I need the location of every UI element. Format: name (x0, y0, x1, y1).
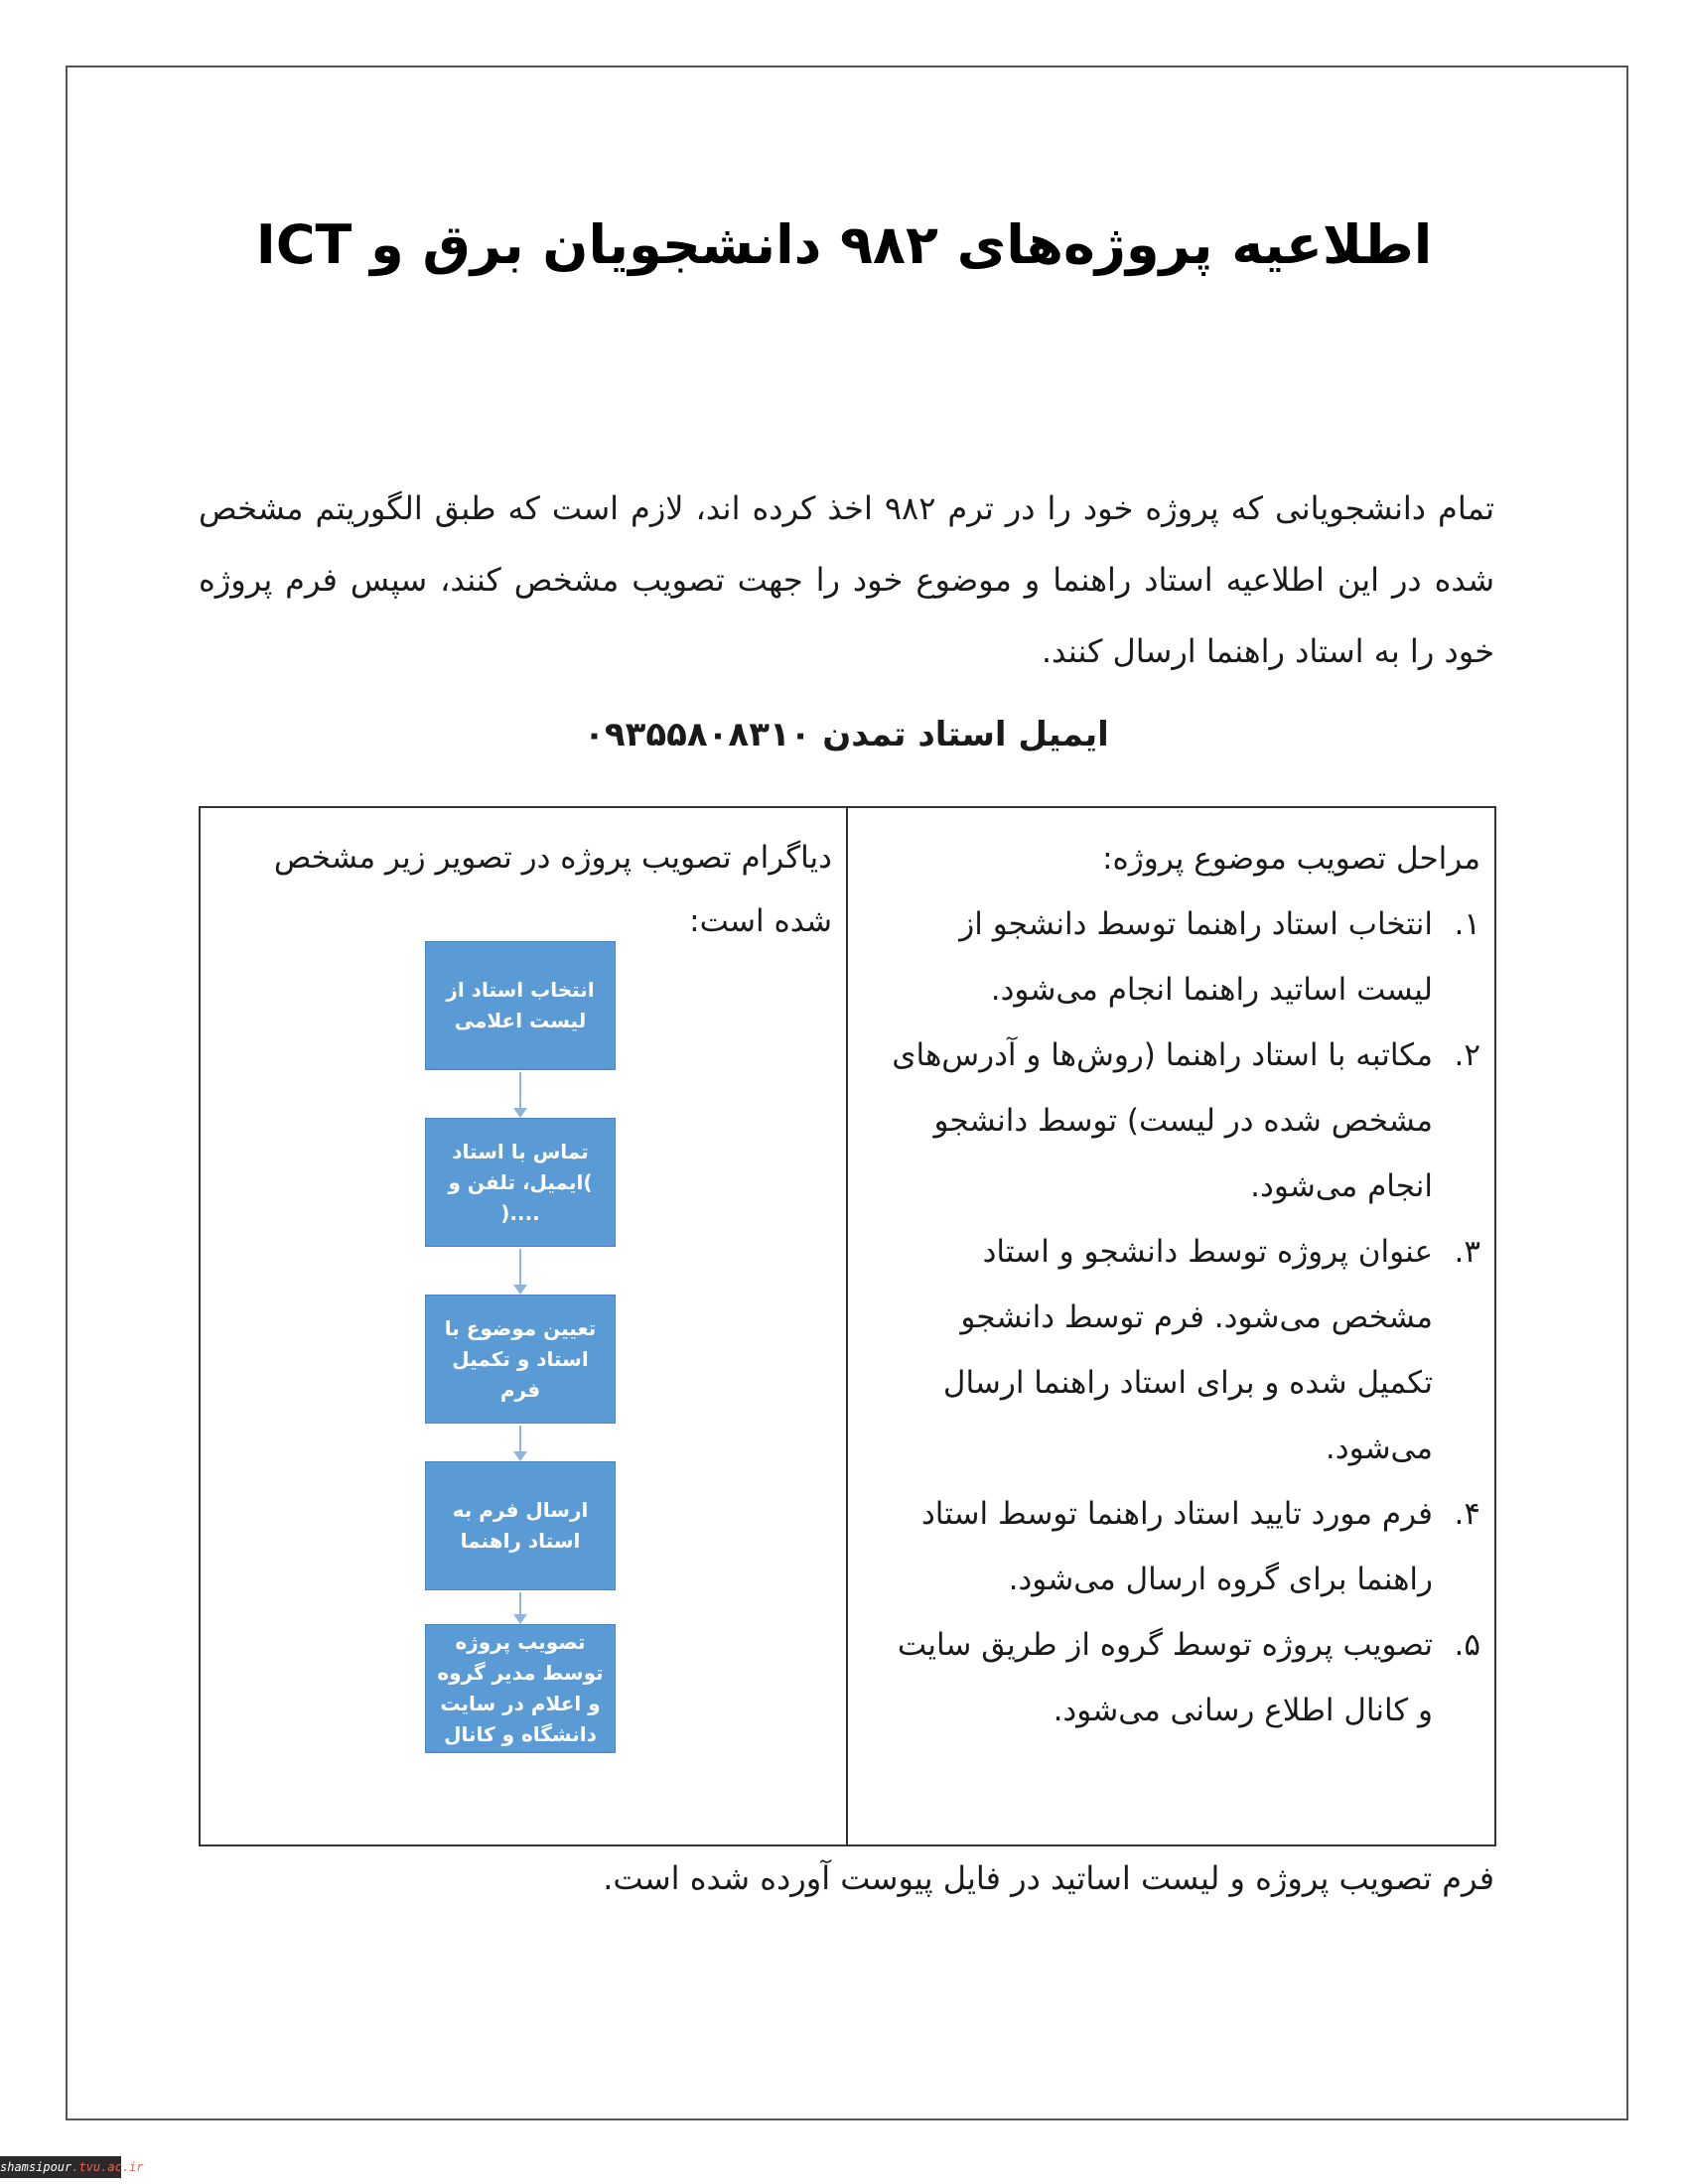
steps-list (878, 891, 1480, 1743)
step-number: ۴. (1454, 1496, 1480, 1532)
flowchart-box-contact-advisor: تماس با استاد )ایمیل، تلفن و ....( (425, 1118, 616, 1247)
steps-heading: مراحل تصویب موضوع پروژه: (1102, 841, 1480, 877)
steps-table (199, 806, 1496, 1846)
step-number: ۳. (1454, 1234, 1480, 1270)
flowchart-arrow (519, 1072, 521, 1116)
step-text: مکاتبه با استاد راهنما (روش‌ها و آدرس‌های مشخص شده در لیست) توسط دانشجو انجام می‌شود. (892, 1037, 1433, 1204)
step-number: ۲. (1454, 1037, 1480, 1073)
step-number: ۱. (1454, 906, 1480, 942)
step-text: عنوان پروژه توسط دانشجو و استاد مشخص می‌شود. فرم توسط دانشجو تکمیل شده و برای استاد راهنما ارسال می‌شود. (942, 1234, 1433, 1466)
step-text: انتخاب استاد راهنما توسط دانشجو از لیست اساتید راهنما انجام می‌شود. (959, 906, 1433, 1008)
intro-paragraph: تمام دانشجویانی که پروژه خود را در ترم ۹۸۲ اخذ کرده اند، لازم است که طبق الگوریتم مشخص شده در این اطلاعیه استاد راهنما و موضوع خود را جهت تصویب مشخص کنند، سپس فرم پروژه خود را به استاد راهنما ارسال کنند. (199, 489, 1494, 670)
footer-note: فرم تصویب پروژه و لیست اساتید در فایل پیوست آورده شده است. (603, 1859, 1494, 1897)
step-text: فرم مورد تایید استاد راهنما توسط استاد راهنما برای گروه ارسال می‌شود. (920, 1496, 1433, 1597)
flowchart-box-approval: تصویب پروژه توسط مدیر گروه و اعلام در سایت دانشگاه و کانال (425, 1624, 616, 1753)
step-item (878, 1219, 1480, 1481)
steps-cell (846, 808, 1494, 1844)
diagram-cell (201, 808, 846, 1844)
step-item (878, 1612, 1480, 1743)
diagram-caption: دیاگرام تصویب پروژه در تصویر زیر مشخص شده است: (273, 840, 832, 939)
flowchart-box-set-topic: تعیین موضوع با استاد و تکمیل فرم (425, 1295, 616, 1424)
flowchart-box-send-form: ارسال فرم به استاد راهنما (425, 1461, 616, 1590)
flowchart-arrow (519, 1592, 521, 1622)
page-title: اطلاعیه پروژه‌های ۹۸۲ دانشجویان برق و ICT (255, 213, 1433, 276)
contact-email-line: ایمیل استاد تمدن ۰۹۳۵۵۸۰۸۳۱۰ (584, 715, 1109, 754)
step-item (878, 1023, 1480, 1219)
step-item (878, 1481, 1480, 1612)
watermark-suffix: .tvu.ac.ir (71, 2160, 144, 2174)
site-watermark (0, 2156, 144, 2178)
flowchart-arrow (519, 1426, 521, 1459)
step-item (878, 891, 1480, 1023)
watermark-prefix: shamsipour (0, 2160, 72, 2174)
step-number: ۵. (1454, 1627, 1480, 1663)
flowchart-box-select-advisor: انتخاب استاد از لیست اعلامی (425, 941, 616, 1070)
flowchart-arrow (519, 1249, 521, 1293)
step-text: تصویب پروژه توسط گروه از طریق سایت و کانال اطلاع رسانی می‌شود. (897, 1627, 1433, 1728)
